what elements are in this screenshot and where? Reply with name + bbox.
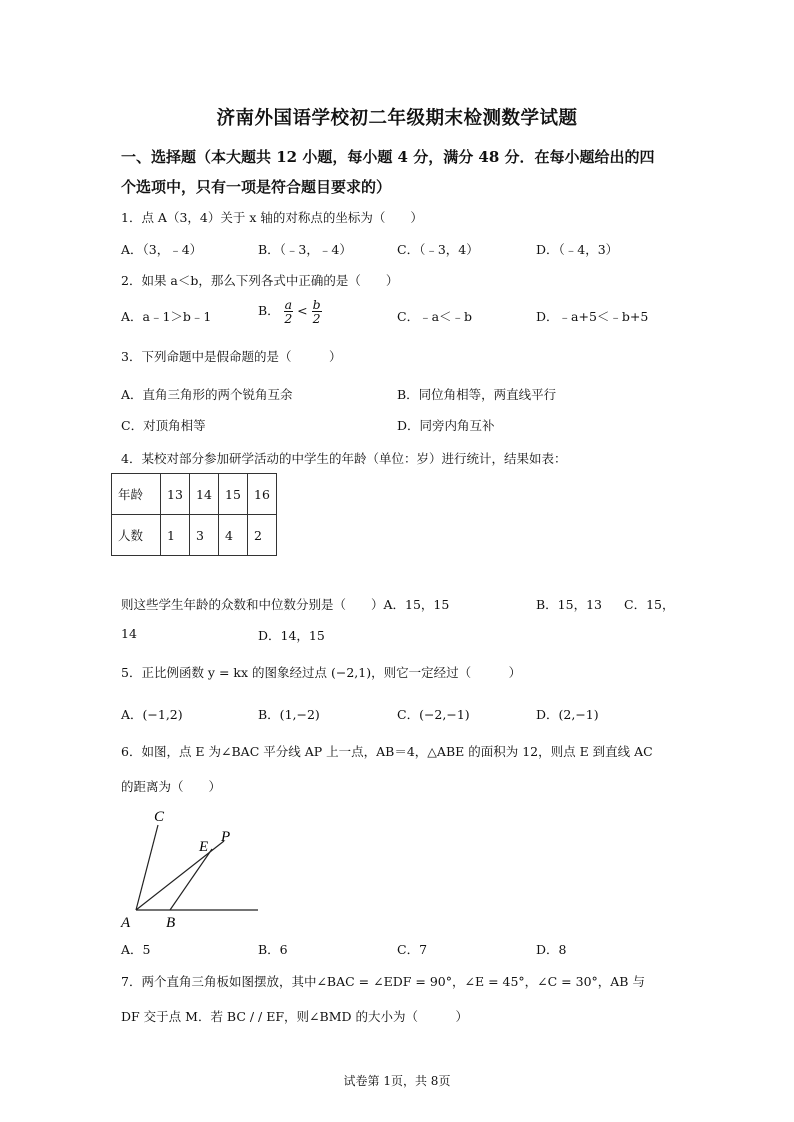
table-cell: 1: [161, 515, 190, 556]
fraction-a-over-2: [284, 298, 293, 325]
q4-option-d: D．14，15: [258, 628, 325, 643]
age-table: [111, 473, 277, 556]
table-cell: 2: [248, 515, 277, 556]
label-e: E: [199, 839, 209, 855]
q1-option-b: B．（﹣3，﹣4）: [258, 242, 352, 257]
q4-stem: 4．某校对部分参加研学活动的中学生的年龄（单位：岁）进行统计，结果如表：: [121, 451, 567, 466]
q3-option-c: C．对顶角相等: [121, 418, 206, 433]
q5-option-b: B．(1,−2): [258, 707, 320, 722]
q6-option-a: A．5: [121, 942, 151, 957]
q3-option-d: D．同旁内角互补: [397, 418, 495, 433]
q1-option-c: C．（﹣3，4）: [397, 242, 479, 257]
q6-option-b: B．6: [258, 942, 288, 957]
table-cell: 13: [161, 474, 190, 515]
fraction-numerator: b: [312, 297, 321, 312]
table-header-age: 年龄: [112, 474, 161, 515]
q2-option-b-prefix: B．: [258, 303, 280, 318]
q4-option-c-continued: 14: [121, 626, 137, 641]
label-b: B: [166, 915, 176, 931]
section-heading-line1: 一、选择题（本大题共 12 小题，每小题 4 分，满分 48 分．在每小题给出的四: [121, 148, 655, 166]
table-cell: 16: [248, 474, 277, 515]
q6-option-d: D．8: [536, 942, 567, 957]
segment-be: [170, 849, 212, 910]
q2-option-a: A．a﹣1＞b﹣1: [121, 309, 212, 324]
q1-option-d: D．（﹣4，3）: [536, 242, 619, 257]
page-title: 济南外国语学校初二年级期末检测数学试题: [216, 108, 578, 129]
section-heading-line2: 个选项中，只有一项是符合题目要求的）: [121, 178, 392, 196]
fraction-denominator: 2: [312, 311, 321, 326]
q6-option-c: C．7: [397, 942, 428, 957]
q7-stem-line2: DF 交于点 M．若 BC / / EF，则∠BMD 的大小为（ ）: [121, 1009, 468, 1024]
table-cell: 15: [219, 474, 248, 515]
q4-option-b: B．15，13: [536, 597, 602, 612]
label-c: C: [154, 809, 165, 825]
table-cell: 14: [190, 474, 219, 515]
q5-option-a: A．(−1,2): [121, 707, 183, 722]
q1-stem: 1．点 A（3，4）关于 x 轴的对称点的坐标为（ ）: [121, 210, 423, 225]
q6-stem-line2: 的距离为（ ）: [121, 779, 222, 794]
q3-stem: 3．下列命题中是假命题的是（ ）: [121, 349, 342, 364]
less-than-sign: <: [297, 303, 308, 318]
q2-option-d: D．﹣a+5＜﹣b+5: [536, 309, 649, 324]
q2-option-c: C．﹣a＜﹣b: [397, 309, 473, 324]
q6-geometry-figure: [110, 805, 270, 935]
table-row: [112, 515, 277, 556]
q4-followup: 则这些学生年龄的众数和中位数分别是（ ）A．15，15: [121, 597, 450, 612]
page-footer: 试卷第 1页，共 8页: [343, 1074, 451, 1088]
ray-ac: [136, 825, 158, 910]
table-cell: 3: [190, 515, 219, 556]
label-a: A: [121, 915, 131, 931]
q2-stem: 2．如果 a＜b，那么下列各式中正确的是（ ）: [121, 273, 399, 288]
table-header-count: 人数: [112, 515, 161, 556]
q6-stem-line1: 6．如图，点 E 为∠BAC 平分线 AP 上一点，AB＝4，△ABE 的面积为 12，则点 E 到直线 AC: [121, 744, 653, 759]
q5-option-c: C．(−2,−1): [397, 707, 470, 722]
q5-option-d: D．(2,−1): [536, 707, 599, 722]
q3-option-b: B．同位角相等，两直线平行: [397, 387, 557, 402]
q4-option-c: C．15，: [624, 597, 675, 612]
q1-option-a: A．（3，﹣4）: [121, 242, 203, 257]
q3-option-a: A．直角三角形的两个锐角互余: [121, 387, 293, 402]
label-p: P: [221, 829, 231, 845]
fraction-b-over-2: [312, 298, 322, 325]
table-row: [112, 474, 277, 515]
fraction-denominator: 2: [284, 311, 293, 326]
table-cell: 4: [219, 515, 248, 556]
q7-stem-line1: 7．两个直角三角板如图摆放，其中∠BAC = ∠EDF = 90°，∠E = 45°，∠C = 30°，AB 与: [121, 974, 645, 989]
q2-option-b: [258, 298, 322, 325]
q5-stem: 5．正比例函数 y = kx 的图象经过点 (−2,1)，则它一定经过（ ）: [121, 665, 522, 680]
fraction-numerator: a: [284, 297, 293, 312]
